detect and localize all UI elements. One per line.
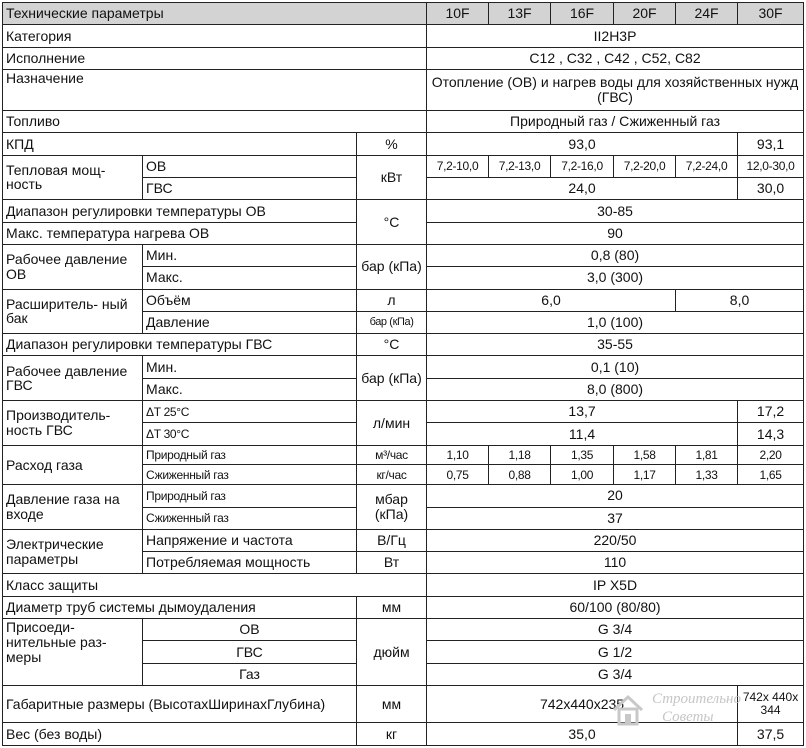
efficiency-value-30f: 93,1 — [738, 133, 804, 155]
gas-pressure-lpg-value: 37 — [427, 507, 804, 529]
row-flue — [3, 596, 804, 618]
gas-natural-20f: 1,58 — [614, 445, 676, 465]
row-gvs-pressure-min — [3, 356, 804, 378]
watermark-line-1: Строительно — [652, 691, 741, 707]
purpose-label: Назначение — [3, 69, 427, 110]
efficiency-value: 93,0 — [427, 133, 738, 155]
exp-tank-pressure-value: 1,0 (100) — [427, 311, 804, 333]
ov-temp-range-label: Диапазон регулировки температуры ОВ — [3, 200, 357, 222]
gas-pressure-natural-label: Природный газ — [143, 485, 357, 507]
connections-ov-label: ОВ — [143, 619, 357, 641]
row-weight — [3, 723, 804, 746]
gas-lpg-13f: 0,88 — [489, 465, 551, 485]
fuel-label: Топливо — [3, 110, 427, 132]
gvs-capacity-dt30-30f: 14,3 — [738, 423, 804, 445]
exp-tank-volume-value: 6,0 — [427, 289, 676, 311]
thermal-ov-24f: 7,2-24,0 — [676, 155, 738, 177]
ov-pressure-max-value: 3,0 (300) — [427, 267, 804, 289]
row-ov-temp-range — [3, 200, 804, 222]
gas-consumption-label: Расход газа — [3, 445, 143, 484]
connections-unit: дюйм — [357, 619, 427, 686]
row-protection — [3, 574, 804, 596]
dimensions-label: Габаритные размеры (ВысотахШиринахГлубина) — [3, 686, 357, 723]
thermal-gvs-30f: 30,0 — [738, 177, 804, 199]
exp-tank-volume-unit: л — [357, 289, 427, 311]
version-value: C12 , C32 , C42 , C52, C82 — [427, 47, 804, 69]
model-10f: 10F — [427, 3, 489, 25]
model-30f: 30F — [738, 3, 804, 25]
ov-pressure-min-value: 0,8 (80) — [427, 244, 804, 266]
ov-temp-unit: °С — [357, 200, 427, 245]
gas-pressure-label: Давление газа на входе — [3, 485, 143, 530]
gas-lpg-10f: 0,75 — [427, 465, 489, 485]
gvs-pressure-label: Рабочее давление ГВС — [3, 356, 143, 401]
flue-label: Диаметр труб системы дымоудаления — [3, 596, 357, 618]
row-efficiency — [3, 133, 804, 155]
model-20f: 20F — [614, 3, 676, 25]
thermal-ov-label: ОВ — [143, 155, 357, 177]
thermal-ov-30f: 12,0-30,0 — [738, 155, 804, 177]
gvs-capacity-unit: л/мин — [357, 401, 427, 446]
gas-lpg-30f: 1,65 — [738, 465, 804, 485]
spec-table — [2, 2, 804, 746]
row-connections-ov — [3, 619, 804, 641]
electrical-voltage-unit: В/Гц — [357, 529, 427, 551]
weight-label: Вес (без воды) — [3, 723, 357, 746]
exp-tank-label: Расширитель- ный бак — [3, 289, 143, 334]
fuel-value: Природный газ / Сжиженный газ — [427, 110, 804, 132]
category-label: Категория — [3, 25, 427, 47]
gas-pressure-natural-value: 20 — [427, 485, 804, 507]
version-label: Исполнение — [3, 47, 427, 69]
gas-natural-10f: 1,10 — [427, 445, 489, 465]
row-gvs-capacity-dt25 — [3, 401, 804, 423]
thermal-unit: кВт — [357, 155, 427, 200]
gvs-pressure-unit: бар (кПа) — [357, 356, 427, 401]
ov-pressure-min-label: Мин. — [143, 244, 357, 266]
header-title: Технические параметры — [3, 3, 427, 25]
gvs-temp-unit: °С — [357, 334, 427, 356]
connections-gas-label: Газ — [143, 663, 357, 685]
protection-value: IP X5D — [427, 574, 804, 596]
thermal-gvs-label: ГВС — [143, 177, 357, 199]
weight-unit: кг — [357, 723, 427, 746]
ov-pressure-unit: бар (кПа) — [357, 244, 427, 289]
dimensions-unit: мм — [357, 686, 427, 723]
gas-pressure-lpg-label: Сжиженный газ — [143, 507, 357, 529]
gas-lpg-24f: 1,33 — [676, 465, 738, 485]
connections-gvs-value: G 1/2 — [427, 641, 804, 663]
thermal-ov-10f: 7,2-10,0 — [427, 155, 489, 177]
thermal-gvs-value: 24,0 — [427, 177, 738, 199]
row-ov-pressure-min — [3, 244, 804, 266]
weight-value: 35,0 — [427, 723, 738, 746]
header-row — [3, 3, 804, 25]
model-13f: 13F — [489, 3, 551, 25]
gvs-pressure-max-label: Макс. — [143, 378, 357, 400]
ov-pressure-max-label: Макс. — [143, 267, 357, 289]
protection-label: Класс защиты — [3, 574, 427, 596]
gvs-temp-range-value: 35-55 — [427, 334, 804, 356]
exp-tank-volume-24f-30f: 8,0 — [676, 289, 804, 311]
gas-natural-label: Природный газ — [143, 445, 357, 465]
connections-gas-value: G 3/4 — [427, 663, 804, 685]
gvs-capacity-dt25-30f: 17,2 — [738, 401, 804, 423]
electrical-voltage-label: Напряжение и частота — [143, 529, 357, 551]
watermark-line-2: Советы — [662, 709, 714, 725]
gvs-pressure-min-label: Мин. — [143, 356, 357, 378]
thermal-ov-13f: 7,2-13,0 — [489, 155, 551, 177]
exp-tank-pressure-unit: бар (кПа) — [357, 311, 427, 333]
flue-value: 60/100 (80/80) — [427, 596, 804, 618]
gas-natural-24f: 1,81 — [676, 445, 738, 465]
efficiency-unit: % — [357, 133, 427, 155]
gvs-pressure-max-value: 8,0 (800) — [427, 378, 804, 400]
electrical-power-label: Потребляемая мощность — [143, 552, 357, 574]
purpose-value: Отопление (ОВ) и нагрев воды для хозяйственных нужд (ГВС) — [427, 69, 804, 110]
gas-natural-13f: 1,18 — [489, 445, 551, 465]
ov-temp-max-value: 90 — [427, 222, 804, 244]
row-gas-pressure-natural — [3, 485, 804, 507]
row-gvs-temp-range — [3, 334, 804, 356]
dimensions-value-30f: 742х 440х 344 — [738, 686, 804, 723]
category-value: II2H3P — [427, 25, 804, 47]
gas-lpg-20f: 1,17 — [614, 465, 676, 485]
gvs-capacity-dt25-value: 13,7 — [427, 401, 738, 423]
dimensions-value: 742х440х235 — [427, 686, 738, 723]
gvs-capacity-dt30-value: 11,4 — [427, 423, 738, 445]
ov-temp-range-value: 30-85 — [427, 200, 804, 222]
exp-tank-pressure-label: Давление — [143, 311, 357, 333]
row-electrical-voltage — [3, 529, 804, 551]
model-16f: 16F — [551, 3, 614, 25]
row-purpose — [3, 69, 804, 110]
gvs-capacity-label: Производитель- ность ГВС — [3, 401, 143, 446]
gvs-pressure-min-value: 0,1 (10) — [427, 356, 804, 378]
gas-natural-unit: м³/час — [357, 445, 427, 465]
row-version — [3, 47, 804, 69]
efficiency-label: КПД — [3, 133, 357, 155]
weight-value-30f: 37,5 — [738, 723, 804, 746]
gas-natural-30f: 2,20 — [738, 445, 804, 465]
thermal-ov-16f: 7,2-16,0 — [551, 155, 614, 177]
gvs-capacity-dt25-label: ΔT 25°C — [143, 401, 357, 423]
gas-natural-16f: 1,35 — [551, 445, 614, 465]
row-category — [3, 25, 804, 47]
row-fuel — [3, 110, 804, 132]
electrical-voltage-value: 220/50 — [427, 529, 804, 551]
ov-pressure-label: Рабочее давление ОВ — [3, 244, 143, 289]
flue-unit: мм — [357, 596, 427, 618]
row-gas-natural — [3, 445, 804, 465]
model-24f: 24F — [676, 3, 738, 25]
gvs-capacity-dt30-label: ΔT 30°C — [143, 423, 357, 445]
electrical-label: Электрические параметры — [3, 529, 143, 574]
gas-lpg-unit: кг/час — [357, 465, 427, 485]
row-exp-tank-volume — [3, 289, 804, 311]
thermal-ov-20f: 7,2-20,0 — [614, 155, 676, 177]
connections-gvs-label: ГВС — [143, 641, 357, 663]
connections-label: Присоеди- нительные раз- меры — [3, 619, 143, 686]
thermal-label: Тепловая мощ- ность — [3, 155, 143, 200]
connections-ov-value: G 3/4 — [427, 619, 804, 641]
gas-lpg-label: Сжиженный газ — [143, 465, 357, 485]
electrical-power-value: 110 — [427, 552, 804, 574]
row-dimensions — [3, 686, 804, 723]
gas-pressure-unit: мбар (кПа) — [357, 485, 427, 530]
row-thermal-ov — [3, 155, 804, 177]
gvs-temp-range-label: Диапазон регулировки температуры ГВС — [3, 334, 357, 356]
gas-lpg-16f: 1,00 — [551, 465, 614, 485]
electrical-power-unit: Вт — [357, 552, 427, 574]
ov-temp-max-label: Макс. температура нагрева ОВ — [3, 222, 357, 244]
exp-tank-volume-label: Объём — [143, 289, 357, 311]
